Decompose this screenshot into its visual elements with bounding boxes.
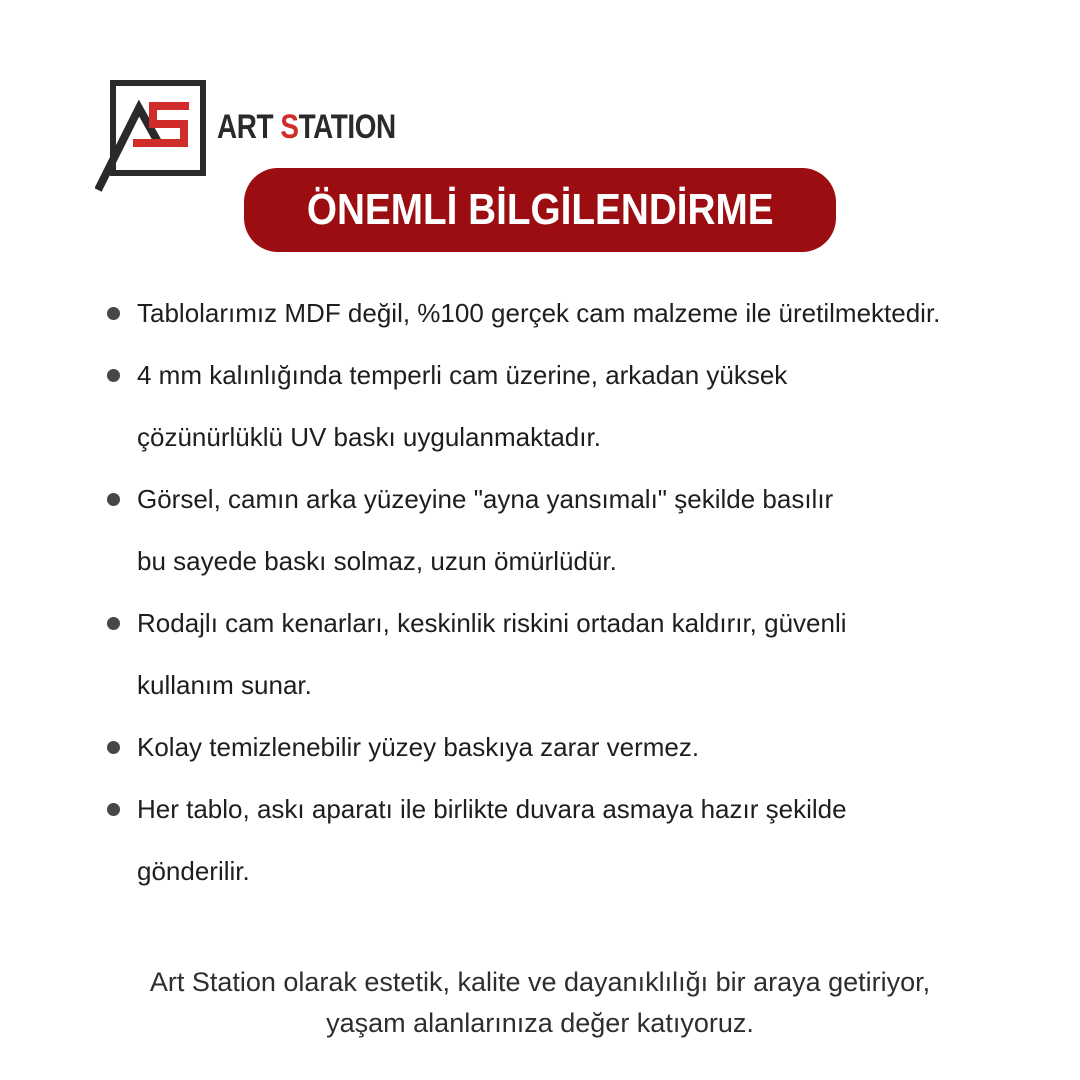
bullet-text: Her tablo, askı aparatı ile birlikte duvara asmaya hazır şekilde xyxy=(137,794,847,824)
list-item xyxy=(100,344,1060,468)
footer-line: yaşam alanlarınıza değer katıyoruz. xyxy=(326,1008,754,1038)
bullet-text: Görsel, camın arka yüzeyine "ayna yansımalı" şekilde basılır xyxy=(137,484,834,514)
art-station-logo-icon xyxy=(95,78,207,194)
bullet-dot-icon xyxy=(107,369,120,382)
bullet-text-continued: kullanım sunar. xyxy=(137,670,312,700)
bullet-dot-icon xyxy=(107,307,120,320)
brand-wordmark xyxy=(217,108,396,147)
info-list xyxy=(100,282,1060,902)
bullet-text-continued: çözünürlüklü UV baskı uygulanmaktadır. xyxy=(137,422,601,452)
bullet-text: Rodajlı cam kenarları, keskinlik riskini ortadan kaldırır, güvenli xyxy=(137,608,847,638)
wordmark-suffix: TATION xyxy=(298,107,396,146)
wordmark-accent-letter: S xyxy=(280,107,299,146)
list-item xyxy=(100,716,1060,778)
bullet-text: Kolay temizlenebilir yüzey baskıya zarar vermez. xyxy=(137,732,700,762)
bullet-dot-icon xyxy=(107,493,120,506)
banner-title: ÖNEMLİ BİLGİLENDİRME xyxy=(306,185,774,234)
list-item xyxy=(100,592,1060,716)
bullet-text-continued: gönderilir. xyxy=(137,856,250,886)
list-item xyxy=(100,468,1060,592)
list-item xyxy=(100,282,1060,344)
bullet-dot-icon xyxy=(107,803,120,816)
important-info-banner xyxy=(244,168,836,252)
list-item xyxy=(100,778,1060,902)
bullet-dot-icon xyxy=(107,617,120,630)
bullet-dot-icon xyxy=(107,741,120,754)
wordmark-prefix: ART xyxy=(217,107,281,146)
bullet-text-continued: bu sayede baskı solmaz, uzun ömürlüdür. xyxy=(137,546,617,576)
footer-tagline xyxy=(0,962,1080,1044)
footer-line: Art Station olarak estetik, kalite ve dayanıklılığı bir araya getiriyor, xyxy=(149,967,931,997)
bullet-text: Tablolarımız MDF değil, %100 gerçek cam malzeme ile üretilmektedir. xyxy=(137,298,941,328)
bullet-text: 4 mm kalınlığında temperli cam üzerine, arkadan yüksek xyxy=(137,360,788,390)
